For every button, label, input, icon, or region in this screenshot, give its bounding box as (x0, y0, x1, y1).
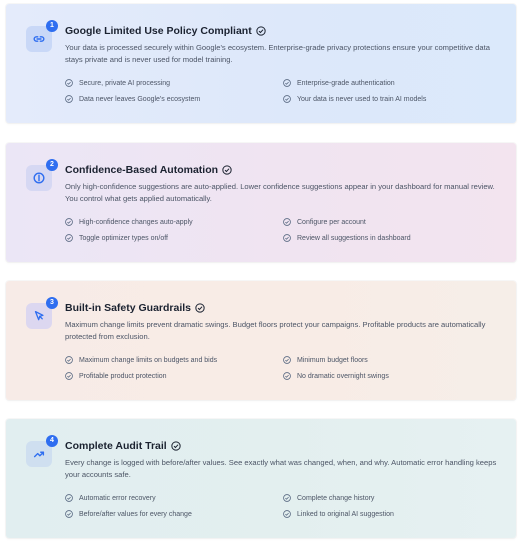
check-circle-icon (171, 441, 181, 451)
feature-item: Profitable product protection (65, 372, 167, 380)
feature-item: Complete change history (283, 494, 374, 502)
feature-item: Review all suggestions in dashboard (283, 234, 411, 242)
check-circle-icon (65, 218, 73, 226)
feature-item: Configure per account (283, 218, 366, 226)
check-circle-icon (256, 26, 266, 36)
card-title: Built-in Safety Guardrails (65, 302, 205, 314)
check-circle-icon (195, 303, 205, 313)
feature-item: Your data is never used to train AI models (283, 95, 426, 103)
feature-item: Secure, private AI processing (65, 79, 170, 87)
card-confidence-automation (6, 143, 516, 262)
check-circle-icon (283, 218, 291, 226)
check-circle-icon (65, 79, 73, 87)
check-circle-icon (283, 494, 291, 502)
step-badge: 4 (46, 435, 58, 447)
feature-item: Before/after values for every change (65, 510, 192, 518)
trend-icon (32, 447, 46, 461)
card-description: Every change is logged with before/after values. See exactly what was changed, when, and why. Automatic error handling keeps your accounts safe. (65, 458, 497, 479)
cursor-icon (32, 309, 46, 323)
card-policy-compliant (6, 4, 516, 123)
card-title: Complete Audit Trail (65, 440, 181, 452)
card-title: Confidence-Based Automation (65, 164, 232, 176)
card-title: Google Limited Use Policy Compliant (65, 25, 266, 37)
feature-item: Minimum budget floors (283, 356, 368, 364)
card-safety-guardrails (6, 281, 516, 400)
feature-item: Data never leaves Google's ecosystem (65, 95, 200, 103)
check-circle-icon (65, 372, 73, 380)
check-circle-icon (283, 372, 291, 380)
check-circle-icon (283, 95, 291, 103)
toggle-icon (32, 171, 46, 185)
check-circle-icon (65, 234, 73, 242)
card-description: Only high-confidence suggestions are auto-applied. Lower confidence suggestions appear in your dashboard for manual review. You control what gets applied automatically. (65, 182, 495, 203)
feature-item: Maximum change limits on budgets and bids (65, 356, 217, 364)
feature-item: No dramatic overnight swings (283, 372, 389, 380)
card-description: Maximum change limits prevent dramatic swings. Budget floors protect your campaigns. Profitable products are automatically protected from exclusion. (65, 320, 486, 341)
check-circle-icon (283, 510, 291, 518)
check-circle-icon (65, 356, 73, 364)
card-audit-trail (6, 419, 516, 538)
step-badge: 2 (46, 159, 58, 171)
check-circle-icon (283, 234, 291, 242)
check-circle-icon (283, 356, 291, 364)
step-badge: 1 (46, 20, 58, 32)
check-circle-icon (222, 165, 232, 175)
feature-item: Linked to original AI suggestion (283, 510, 394, 518)
feature-item: Enterprise-grade authentication (283, 79, 395, 87)
check-circle-icon (65, 95, 73, 103)
check-circle-icon (65, 494, 73, 502)
check-circle-icon (65, 510, 73, 518)
check-circle-icon (283, 79, 291, 87)
feature-item: Automatic error recovery (65, 494, 156, 502)
step-badge: 3 (46, 297, 58, 309)
feature-item: High-confidence changes auto-apply (65, 218, 193, 226)
link-icon (32, 32, 46, 46)
feature-item: Toggle optimizer types on/off (65, 234, 168, 242)
card-description: Your data is processed securely within Google's ecosystem. Enterprise-grade privacy protections ensure your competitive data stays private and is never used for model training. (65, 43, 490, 64)
